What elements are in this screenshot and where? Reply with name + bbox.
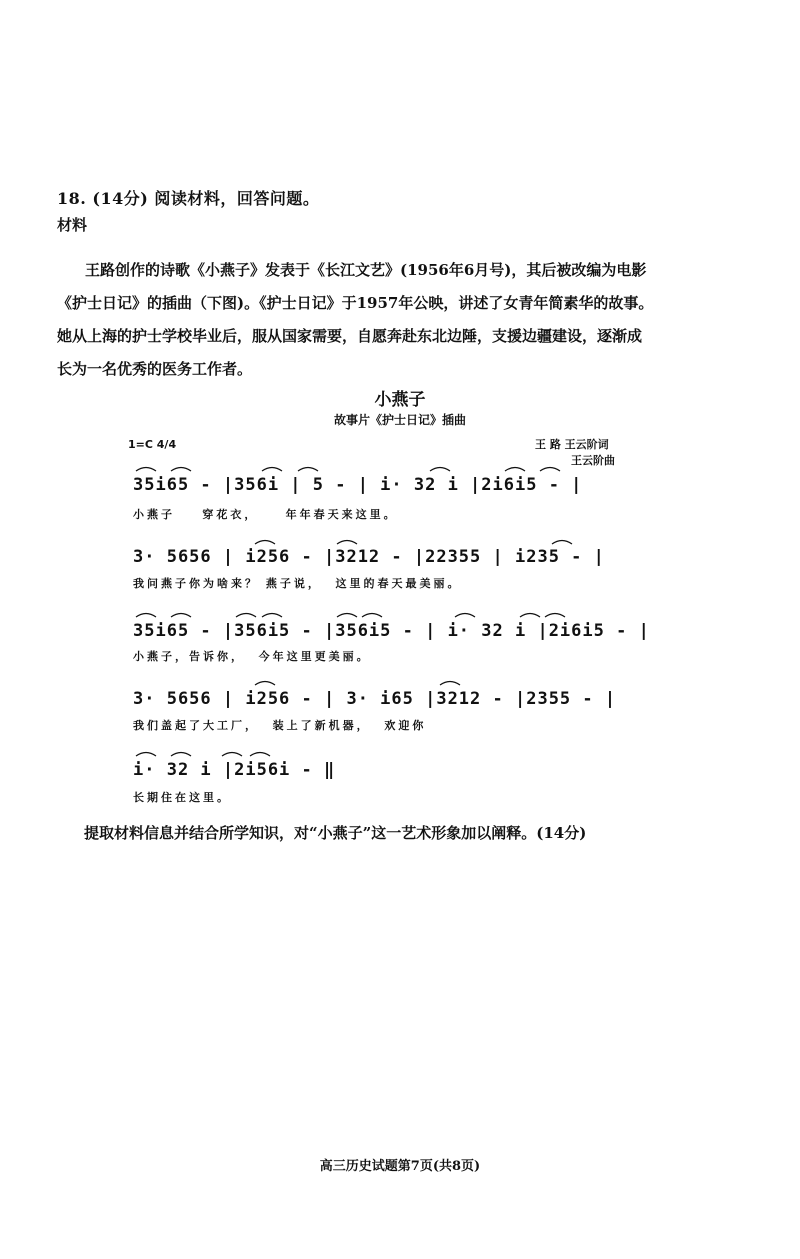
slur-arc — [455, 614, 475, 618]
slur-arc — [250, 753, 270, 757]
slur-arc — [298, 468, 318, 472]
slur-arc — [171, 614, 191, 618]
slur-arc — [552, 541, 572, 545]
slur-arc — [540, 468, 560, 472]
material-label: 材料 — [57, 216, 88, 234]
composer-credit: 王云阶曲 — [571, 454, 615, 467]
lyric-line-2: 我问燕子你为啥来？ 燕子说， 这里的春天最美丽。 — [133, 577, 462, 590]
slur-arc — [430, 468, 450, 472]
question-header: 18. (14分) 阅读材料，回答问题。 — [57, 189, 320, 208]
notation-line-3: 35i65 - |356i5 - |356i5 - | i· 32 i |2i6i5 - | — [133, 621, 650, 641]
notation-line-4: 3· 5656 | i256 - | 3· i65 |3212 - |2355 - | — [133, 689, 617, 709]
notation-line-5: i· 32 i |2i56i - ‖ — [133, 760, 336, 780]
slur-arc — [545, 614, 565, 618]
key-signature: 1=C 4/4 — [128, 438, 177, 451]
paragraph-line-3: 她从上海的护士学校毕业后，服从国家需要，自愿奔赴东北边陲，支援边疆建设，逐渐成 — [57, 327, 643, 345]
slur-arc — [136, 614, 156, 618]
slur-arc — [171, 753, 191, 757]
lyric-line-5: 长期住在这里。 — [133, 791, 231, 804]
lyricist-credit: 王 路 王云阶词 — [535, 438, 609, 451]
slur-arc — [255, 541, 275, 545]
song-title: 小燕子 — [374, 390, 426, 410]
notation-line-1: 35i65 - |356i | 5 - | i· 32 i |2i6i5 - | — [133, 475, 583, 495]
slur-arc — [136, 468, 156, 472]
paragraph-line-2: 《护士日记》的插曲（下图)。《护士日记》于1957年公映，讲述了女青年简素华的故事。 — [57, 294, 654, 312]
lyric-line-3: 小燕子，告诉你， 今年这里更美丽。 — [133, 650, 371, 663]
notation-line-2: 3· 5656 | i256 - |3212 - |22355 | i235 - | — [133, 547, 605, 567]
page-footer: 高三历史试题第7页(共8页) — [319, 1159, 481, 1174]
slur-arc — [236, 614, 256, 618]
slur-arc — [520, 614, 540, 618]
lyric-line-1: 小燕子 穿花衣， 年年春天来这里。 — [133, 508, 398, 521]
slur-arc — [136, 753, 156, 757]
slur-arc — [262, 614, 282, 618]
paragraph-line-1: 王路创作的诗歌《小燕子》发表于《长江文艺》(1956年6月号)，其后被改编为电影 — [85, 261, 647, 279]
paragraph-line-4: 长为一名优秀的医务工作者。 — [57, 360, 253, 378]
slur-arc — [440, 682, 460, 686]
material-paragraph — [57, 254, 757, 386]
slur-arc — [255, 682, 275, 686]
slur-arc — [222, 753, 242, 757]
slur-arc — [362, 614, 382, 618]
slur-arc — [262, 468, 282, 472]
lyric-line-4: 我们盖起了大工厂， 装上了新机器， 欢迎你 — [133, 719, 427, 732]
question-prompt: 提取材料信息并结合所学知识，对“小燕子”这一艺术形象加以阐释。(14分) — [84, 824, 587, 842]
slur-arc — [337, 614, 357, 618]
song-subtitle: 故事片《护士日记》插曲 — [333, 413, 466, 427]
slur-arc — [505, 468, 525, 472]
slur-arc — [337, 541, 357, 545]
slur-arc — [171, 468, 191, 472]
